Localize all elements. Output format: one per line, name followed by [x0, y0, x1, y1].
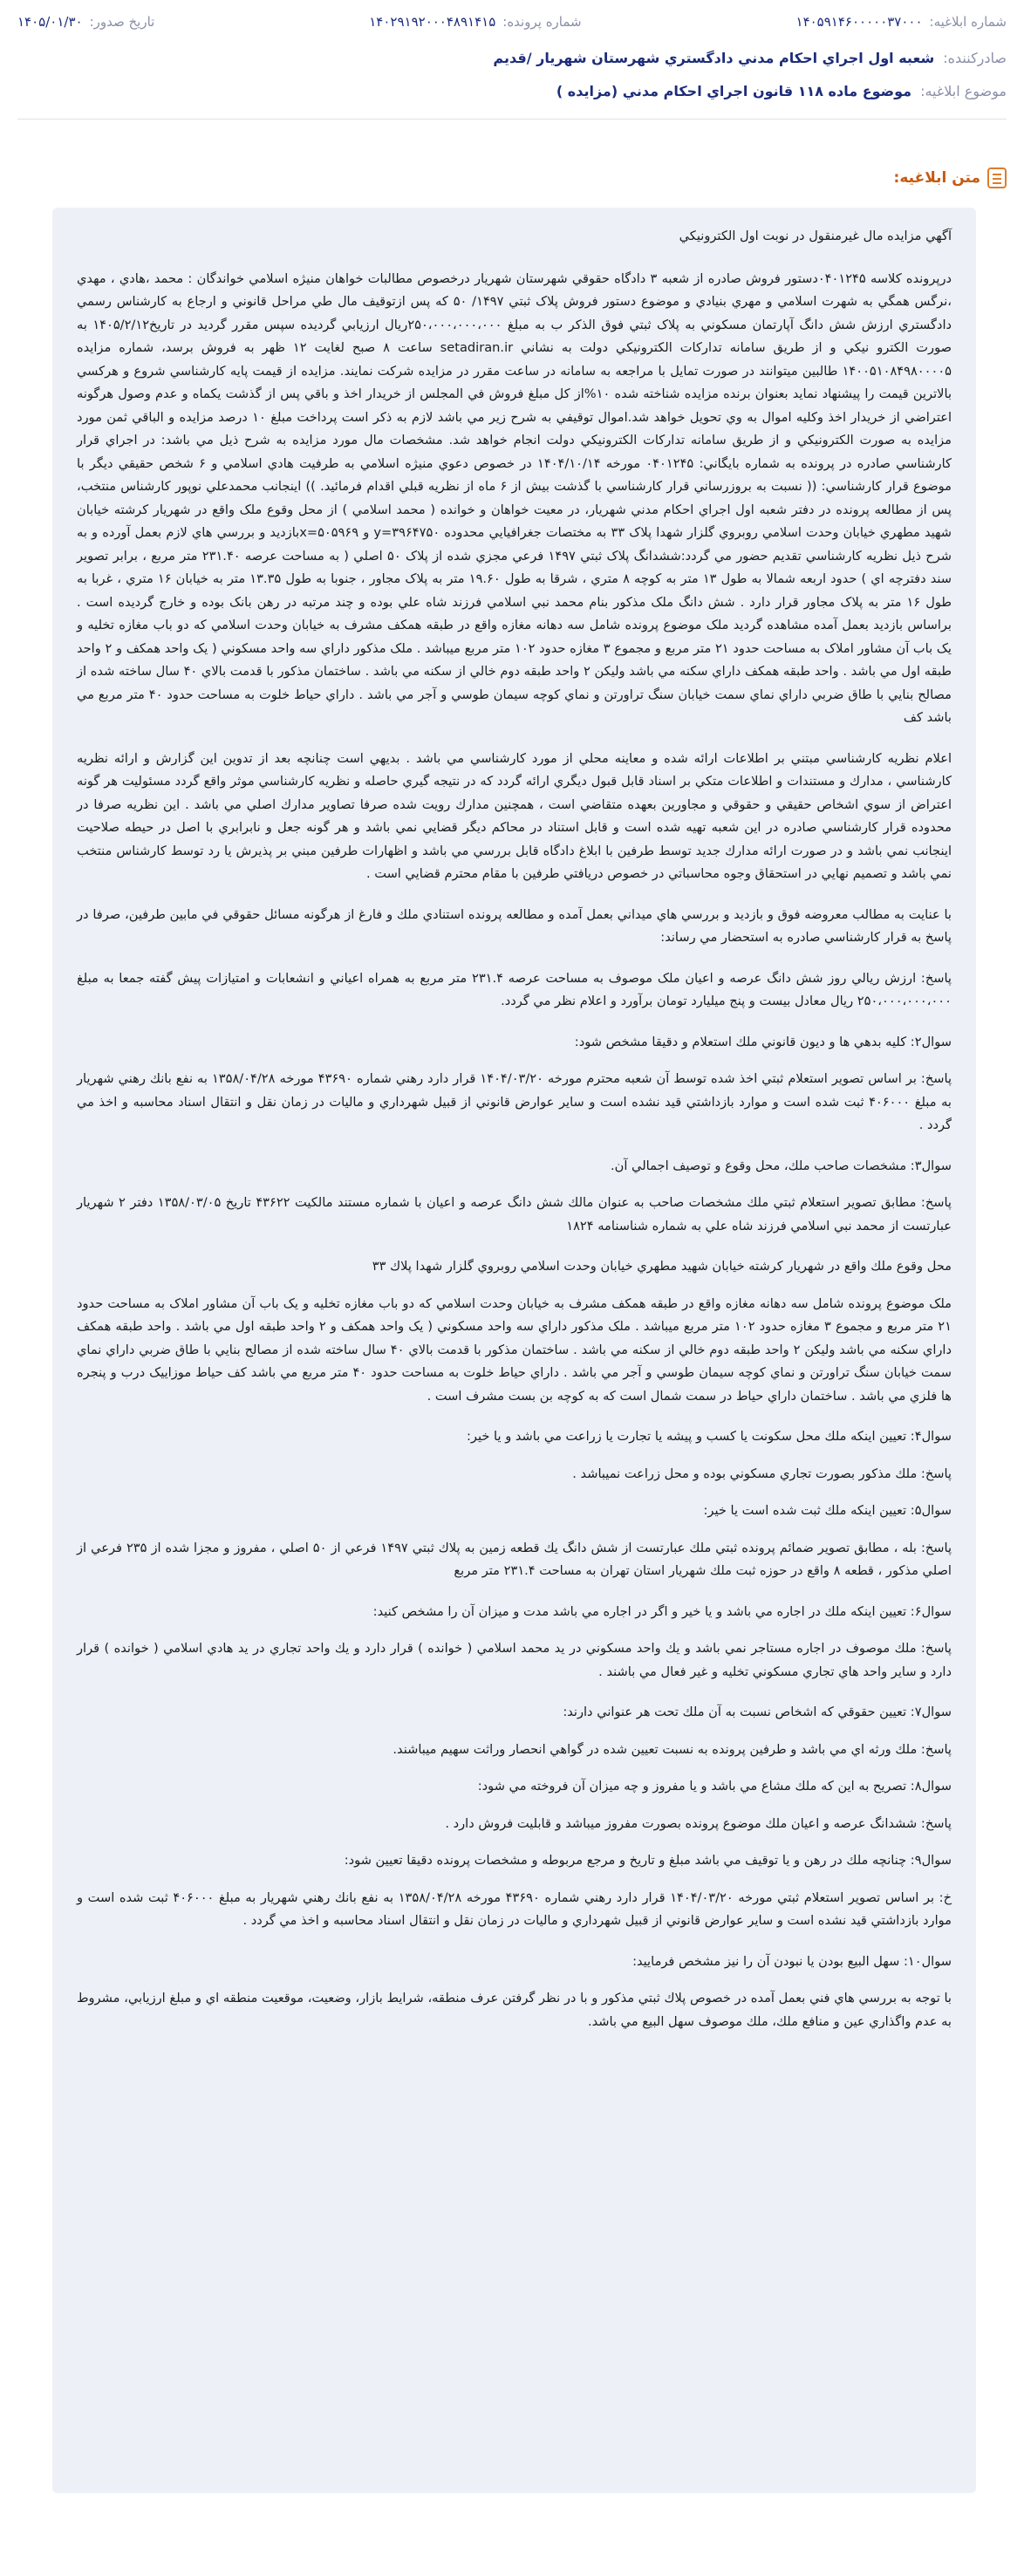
header-meta-row — [17, 9, 1007, 35]
section-heading — [894, 166, 1007, 190]
paragraph-3: پاسخ: ارزش ريالي روز شش دانگ عرصه و اعيان ملک موصوف به مساحت عرصه ۲۳۱.۴ متر مربع به همراه اعياني و انشعابات و امتيازات پيش گفته جمعا به مبلغ ۲۵۰،۰۰۰،۰۰۰،۰۰۰ ريال معادل بيست و پنج ميليارد تومان برآورد و اعلام نظر مي گردد. — [77, 970, 952, 1008]
case-number-label: شماره پرونده: — [502, 14, 582, 30]
paragraph-17: پاسخ: ملك ورثه اي مي باشد و طرفين پرونده به نسبت تعيين شده در گواهي انحصار وراثت سهيم ميباشند. — [393, 1741, 952, 1757]
notice-number — [796, 14, 1007, 30]
paragraph-19: پاسخ: ششدانگ عرصه و اعيان ملك موضوع پرونده بصورت مفروز ميباشد و قابليت فروش دارد . — [445, 1815, 952, 1831]
paragraph-23: با توجه به بررسي هاي فني بعمل آمده در خصوص پلاك ثبتي مذكور و با در نظر گرفتن عرف منطقه، شرايط بازار، وضعيت، موقعيت منطقه اي و مبلغ ارزيابي، مشروط به عدم واگذاري عين و منافع ملك، ملك موصوف سهل البيع مي باشد. — [77, 1991, 952, 2029]
paragraph-4: سوال۲: کليه بدهي ها و ديون قانوني ملك استعلام و دقيقا مشخص شود: — [574, 1034, 952, 1049]
issuer-row — [493, 45, 1007, 70]
issuer-label: صادرکننده: — [943, 49, 1007, 66]
paragraph-0: درپرونده کلاسه ۰۴۰۱۲۴۵دستور فروش صادره از شعبه ۳ دادگاه حقوقي شهرستان شهريار درخصوص مطالبات خواهان منيژه اسلامي خواندگان : محمد ،هادي ، مهدي ،نرگس همگي به شهرت اسلامي و مهري بنيادي و موضوع دستور فروش پلاک ثبتي ۱۴۹۷/ ۵۰ که پس ازتوقيف مال طي مراحل قانوني و ارجاع به کارشناس رسمي دادگستري ارزش شش دانگ آپارتمان مسکوني به پلاک ثبتي فوق الذکر ب به مبلغ ۲۵۰،۰۰۰،۰۰۰،۰۰۰ريال ارزيابي گرديده سپس مقرر گرديد در تاريخ۱۴۰۵/۲/۱۲ به صورت الکترو نيکي و از طريق سامانه تدارکات الکترونيکي دولت به نشاني setadiran.ir ساعت ۸ صبح لغايت ۱۲ ظهر به فروش برسد، شماره مزايده ۱۴۰۰۵۱۰۸۴۹۸۰۰۰۰۵ طالبين ميتوانند در صورت تمايل با مراجعه به سامانه در ساعت مقرر در مزايده شرکت نمايند. مزايده از قيمت پايه کارشناسي شروع و هرکسي بالاترين قيمت را پيشنهاد نمايد بعنوان برنده مزايده شناخته شده ۱۰%از کل مبلغ فروش في المجلس از خريدار اخذ و باقي پس از گذشت يکماه و عدم وصول هرگونه اعتراضي از خريدار اخذ وکليه اموال به وي تحويل خواهد شد.اموال توقيفي به شرح زير مي باشد لازم به ذکر است پرداخت مبلغ ۱۰ درصد مزايده و الباقي ثمن مورد مزايده به صورت الکترونيکي و از طريق سامانه تدارکات الکترونيکي دولت انجام خواهد شد. مشخصات مال مورد مزايده به شرح ذيل مي باشد: در اجراي قرار کارشناسي صادره در پرونده به شماره بايگاني: ۰۴۰۱۲۴۵ مورخه ۱۴۰۴/۱۰/۱۴ در خصوص دعوي منيژه اسلامي به طرفيت هادي اسلامي و ۶ شخص حقيقي ديگر با موضوع قرار کارشناسي: (( نسبت به بروزرساني قرار کارشناسي با گذشت بيش از ۶ ماه از نظريه قبلي اقدام فرمائيد. )) اينجانب محمدعلي نوپور کارشناس منتخب، پس از مطالعه پرونده در دفتر شعبه اول اجراي احکام مدني شهريار، در معيت خواهان و خوانده ( محمد اسلامي ) از محل وقوع ملک واقع در شهريار کرشته خيابان شهيد مطهري خيابان وحدت اسلامي روبروي گلزار شهدا پلاک ۳۳ به مختصات جغرافيايي محدوده y=۳۹۶۴۷۵۰ و x=۵۰۵۹۶۹بازديد و بررسي هاي لازم بعمل آورده و به شرح ذيل نظريه کارشناسي تقديم حضور مي گردد:ششدانگ پلاک ثبتي ۱۴۹۷ فرعي مجزي شده از پلاک ۵۰ اصلي ( به مساحت عرصه ۲۳۱.۴۰ متر مربع ، برابر تصوير سند دفترچه اي ) حدود اربعه شمالا به طول ۱۳ متر به کوچه ۸ متري ، شرقا به طول ۱۹.۶۰ متر به پلاک مجاور ، جنوبا به طول ۱۳.۳۵ متر به خيابان ۱۶ متري ، غربا به طول ۱۶ متر به پلاک مجاور قرار دارد . شش دانگ ملک مذکور بنام محمد نبي اسلامي فرزند شاه علي بوده و چند مرتبه در رهن بانک بوده و خارج گرديده است . براساس بازديد بعمل آمده مشاهده گرديد ملک موضوع پرونده شامل سه دهانه مغازه واقع در طبقه همکف مشرف به خيابان وحدت اسلامي که دو باب مغازه تخليه و يک باب آن مشاور املاک به مساحت حدود ۲۱ متر مربع و مجموع ۳ مغازه حدود ۱۰۲ متر مربع ميباشد . ملک مذکور داراي سه واحد مسکوني ( يک واحد همکف و ۲ واحد طبقه اول مي باشد . واحد طبقه همکف داراي سکنه مي باشد وليکن ۲ واحد طبقه دوم خالي از سکنه مي باشد . ساختمان مذکور با قدمت بالاي ۴۰ سال ساخته شده از مصالح بنايي با طاق ضربي داراي نماي سمت خيابان سنگ تراورتن و نماي کوچه سيمان طوسي و آجر مي باشد . داراي حياط خلوت به مساحت حدود ۴۰ متر مربع مي باشد کف — [77, 270, 952, 725]
case-number-value: ۱۴۰۲۹۱۹۲۰۰۰۴۸۹۱۴۱۵ — [369, 14, 496, 30]
paragraph-1: اعلام نظريه کارشناسي مبتني بر اطلاعات ارائه شده و معاينه محلي از مورد کارشناسي مي باشد . بديهي است چنانچه بعد از تدوين اين گزارش و ارائه نظريه کارشناسي ، مدارك و مستندات و اطلاعات متكي بر اسناد قابل قبول ديگري ارائه گردد كه در نتيجه گيري حاصله و نظريه کارشناسي موثر واقع گردد مسئوليت هر گونه اعتراض از سوي اشخاص حقيقي و حقوقي و مجاورين بعهده متقاضي است ، همچنين مدارك رويت شده صرفا تصاوير مدارك اصلي مي باشد . اين نظريه صرفا در محدوده قرار کارشناسي صادره در اين شعبه تهيه شده است و قابل استناد در محاکم ديگر قضايي نمي باشد و هر گونه جعل و نابرابري با اصل در حيطه صلاحيت اينجانب نمي باشد و در صورت ارائه مدارك جديد توسط طرفين با ابلاغ دادگاه قابل بررسي مي باشد و اظهارات طرفين مبني بر پذيرش يا رد توسط کارشناس منتخب نمي باشد و تصميم نهايي در استحقاق وجوه محاسباتي در خصوص دريافتي طرفين با مقام محترم قضايي است . — [77, 750, 952, 881]
paragraph-7: پاسخ: مطابق تصوير استعلام ثبتي ملك مشخصات صاحب به عنوان مالك شش دانگ عرصه و اعيان با شماره مستند مالكيت ۴۳۶۲۲ تاريخ ۱۳۵۸/۰۳/۰۵ دفتر ۲ شهريار عبارتست از محمد نبي اسلامي فرزند شاه علي به شماره شناسنامه ۱۸۲۴ — [77, 1195, 952, 1233]
paragraph-22: سوال۱۰: سهل البيع بودن يا نبودن آن را نيز مشخص فرماييد: — [632, 1953, 952, 1969]
paragraph-5: پاسخ: بر اساس تصوير استعلام ثبتي اخذ شده توسط آن شعبه محترم مورخه ۱۴۰۴/۰۳/۲۰ قرار دارد رهني شماره ۴۳۶۹۰ مورخه ۱۳۵۸/۰۴/۲۸ به نفع بانك رهني شهريار به مبلغ ۴۰۶۰۰۰ ثبت شده است و موارد بازداشتي قيد نشده است و ساير عوارض قانوني از قبيل شهرداري و ماليات در زمان نقل و انتقال اسناد محاسبه و اخذ مي گردد . — [77, 1071, 952, 1132]
paragraph-10: سوال۴: تعيين اينكه ملك محل سكونت يا كسب و پيشه يا تجارت يا زراعت مي باشد و يا خير: — [467, 1429, 952, 1444]
notice-number-value: ۱۴۰۵۹۱۴۶۰۰۰۰۰۳۷۰۰۰ — [795, 14, 923, 30]
paragraph-15: پاسخ: ملك موصوف در اجاره مستاجر نمي باشد و يك واحد مسكوني در يد محمد اسلامي ( خوانده ) قرار دارد و يك واحد تجاري در يد هادي اسلامي ( خوانده ) قرار دارد و ساير واحد هاي تجاري مسكوني تخليه و غير فعال مي باشند . — [77, 1641, 952, 1679]
notice-number-label: شماره ابلاغيه: — [929, 14, 1007, 30]
issuer-value: شعبه اول اجراي احکام مدني دادگستري شهرستان شهريار /قديم — [493, 49, 935, 66]
paragraph-16: سوال۷: تعيين حقوقي كه اشخاص نسبت به آن ملك تحت هر عنواني دارند: — [563, 1705, 952, 1719]
issue-date-label: تاريخ صدور: — [89, 14, 155, 30]
paragraph-13: پاسخ: بله ، مطابق تصوير ضمائم پرونده ثبتي ملك عبارتست از شش دانگ يك قطعه زمين به پلاك ثبتي ۱۴۹۷ فرعي از ۵۰ اصلي ، مفروز و مجزا شده از ۲۳۵ فرعي از اصلي مذكور ، قطعه ۸ واقع در حوزه ثبت ملك شهريار استان تهران به مساحت ۲۳۱.۴ متر مربع — [77, 1540, 952, 1578]
subject-label: موضوع ابلاغيه: — [920, 82, 1007, 99]
paragraph-21: خ: بر اساس تصوير استعلام ثبتي مورخه ۱۴۰۴/۰۳/۲۰ قرار دارد رهني شماره ۴۳۶۹۰ مورخه ۱۳۵۸/۰۴/۲۸ به نفع بانك رهني شهريار به مبلغ ۴۰۶۰۰۰ ثبت شده است و موارد بازداشتي قيد نشده است و ساير عوارض قانوني از قبيل شهرداري و ماليات در زمان نقل و انتقال اسناد محاسبه و اخذ مي گردد . — [77, 1889, 952, 1928]
case-number — [369, 14, 581, 30]
body-title: آگهي مزايده مال غيرمنقول در نوبت اول الکترونيکي — [679, 229, 952, 243]
subject-value: موضوع ماده ۱۱۸ قانون اجراي احکام مدني (مزايده ) — [556, 82, 912, 99]
document-icon — [987, 167, 1007, 188]
issue-date — [17, 14, 154, 30]
paragraph-6: سوال۳: مشخصات صاحب ملك، محل وقوع و توصيف اجمالي آن. — [611, 1158, 952, 1173]
paragraph-12: سوال۵: تعيين اينكه ملك ثبت شده است يا خير: — [703, 1503, 952, 1518]
header — [0, 0, 1024, 119]
paragraph-11: پاسخ: ملك مذكور بصورت تجاري مسكوني بوده و محل زراعت نميباشد . — [572, 1466, 952, 1481]
header-divider — [17, 119, 1007, 120]
paragraph-8: محل وقوع ملك واقع در شهريار كرشته خيابان شهيد مطهري خيابان وحدت اسلامي روبروي گلزار شهدا پلاك ۳۳ — [372, 1259, 952, 1274]
subject-row — [556, 79, 1007, 103]
paragraph-14: سوال۶: تعيين اينكه ملك در اجاره مي باشد و يا خير و اگر در اجاره مي باشد مدت و ميزان آن را مشخص كنيد: — [372, 1603, 952, 1619]
paragraph-9: ملک موضوع پرونده شامل سه دهانه مغازه واقع در طبقه همکف مشرف به خيابان وحدت اسلامي که دو باب مغازه تخليه و يک باب آن مشاور املاک به مساحت حدود ۲۱ متر مربع و مجموع ۳ مغازه حدود ۱۰۲ متر مربع ميباشد . ملک مذکور داراي سه واحد مسکوني ( يک واحد همکف و ۲ واحد طبقه اول مي باشد . واحد طبقه همکف داراي سکنه مي باشد وليکن ۲ واحد طبقه دوم خالي از سکنه مي باشد . ساختمان مذکور با قدمت بالاي ۴۰ سال ساخته شده از مصالح بنايي با طاق ضربي داراي نماي سمت خيابان سنگ تراورتن و نماي کوچه سيمان طوسي و آجر مي باشد . داراي حياط خلوت به مساحت حدود ۴۰ متر مربع مي باشد کف حياط موزاييک درب و پنجره ها فلزي مي باشد . ساختمان داراي حياط در سمت شمال است که به کوچه بن بست مشرف است . — [77, 1295, 952, 1404]
paragraph-2: با عنايت به مطالب معروضه فوق و بازديد و بررسي هاي ميداني بعمل آمده و مطالعه پرونده استنادي ملك و فارغ از هرگونه مسائل حقوقي في مابين طرفين، صرفا در پاسخ به قرار كارشناسي صادره به استحضار مي رساند: — [77, 906, 952, 945]
paragraph-18: سوال۸: تصريح به اين كه ملك مشاع مي باشد و يا مفروز و چه ميزان آن فروخته مي شود: — [477, 1779, 952, 1794]
paragraph-20: سوال۹: چنانچه ملك در رهن و يا توقيف مي باشد مبلغ و تاريخ و مرجع مربوطه و مشخصات پرونده دقيقا تعيين شود: — [344, 1853, 952, 1868]
issue-date-value: ۱۴۰۵/۰۱/۳۰ — [17, 14, 83, 30]
notice-body — [52, 208, 976, 2493]
section-title: متن ابلاغيه: — [893, 169, 980, 187]
